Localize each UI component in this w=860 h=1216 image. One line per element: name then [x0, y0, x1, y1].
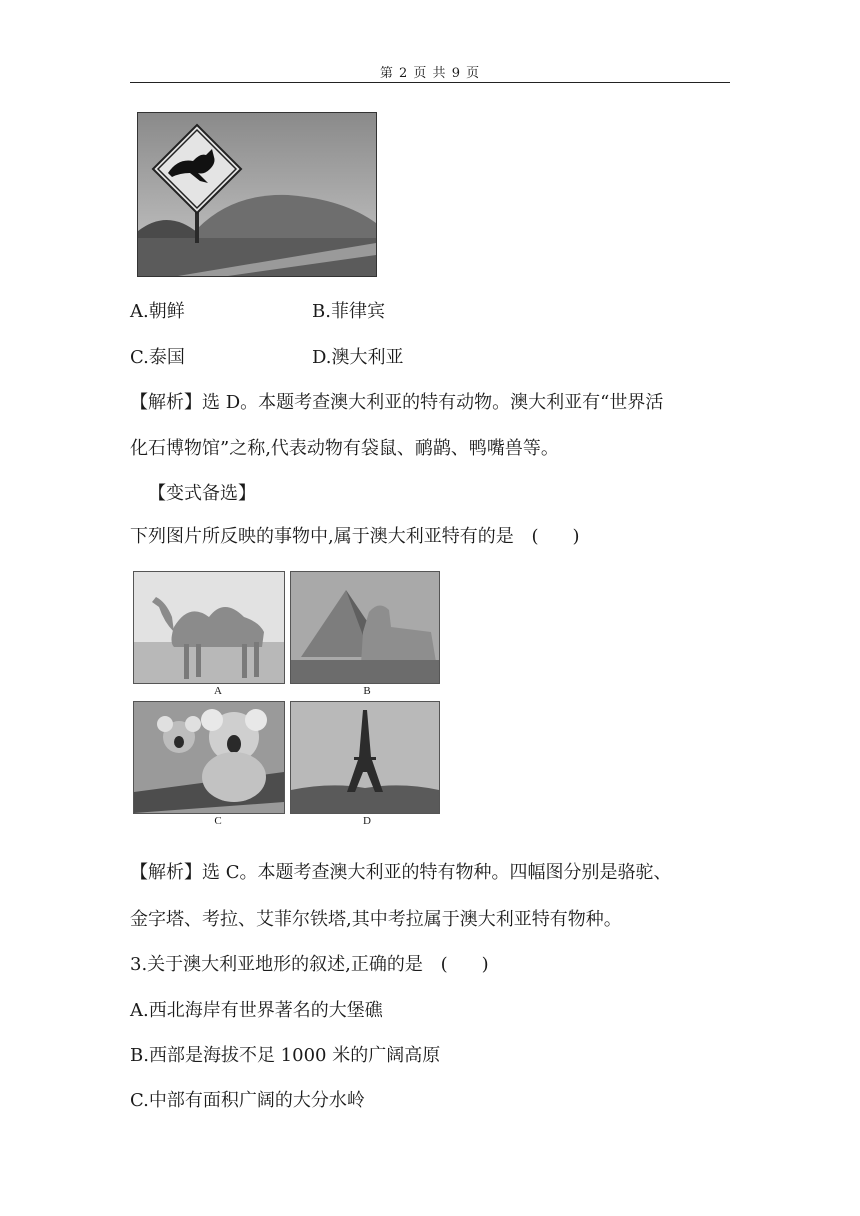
option-b: B.菲律宾: [312, 301, 385, 322]
q3-paren-close: ): [481, 954, 489, 975]
variant-analysis-line1: 【解析】选 C。本题考查澳大利亚的特有物种。四幅图分别是骆驼、: [130, 862, 672, 883]
q3-question-text: 3.关于澳大利亚地形的叙述,正确的是: [130, 954, 423, 975]
q3-question: [130, 950, 489, 976]
answer-paren-open: (: [531, 526, 539, 547]
q2-analysis-line1: 【解析】选 D。本题考查澳大利亚的特有动物。澳大利亚有“世界活: [130, 392, 664, 413]
variant-analysis-line2: 金字塔、考拉、艾菲尔铁塔,其中考拉属于澳大利亚特有物种。: [130, 909, 622, 930]
option-a: A.朝鲜: [130, 301, 185, 322]
variant-heading: 【变式备选】: [148, 483, 256, 504]
page-indicator: 第 2 页 共 9 页: [379, 66, 481, 81]
q3-option-c: C.中部有面积广阔的大分水岭: [130, 1090, 365, 1111]
q3-paren-open: (: [440, 954, 448, 975]
header-divider: [130, 82, 730, 83]
camel-photo: [133, 571, 285, 684]
q3-option-b: B.西部是海拔不足 1000 米的广阔高原: [130, 1045, 441, 1066]
variant-question: [130, 522, 580, 548]
caption-b: B: [363, 685, 371, 697]
answer-paren-close: ): [572, 526, 580, 547]
option-d: D.澳大利亚: [312, 347, 404, 368]
option-c: C.泰国: [130, 347, 185, 368]
q3-option-a: A.西北海岸有世界著名的大堡礁: [130, 1000, 383, 1021]
caption-a: A: [214, 685, 222, 697]
sphinx-pyramid-photo: [290, 571, 440, 684]
caption-c: C: [214, 815, 222, 827]
caption-d: D: [363, 815, 371, 827]
kangaroo-sign-photo: [137, 112, 377, 277]
variant-question-text: 下列图片所反映的事物中,属于澳大利亚特有的是: [130, 526, 514, 547]
eiffel-tower-photo: [290, 701, 440, 814]
q2-analysis-line2: 化石博物馆”之称,代表动物有袋鼠、鸸鹋、鸭嘴兽等。: [130, 438, 559, 459]
koala-photo: [133, 701, 285, 814]
